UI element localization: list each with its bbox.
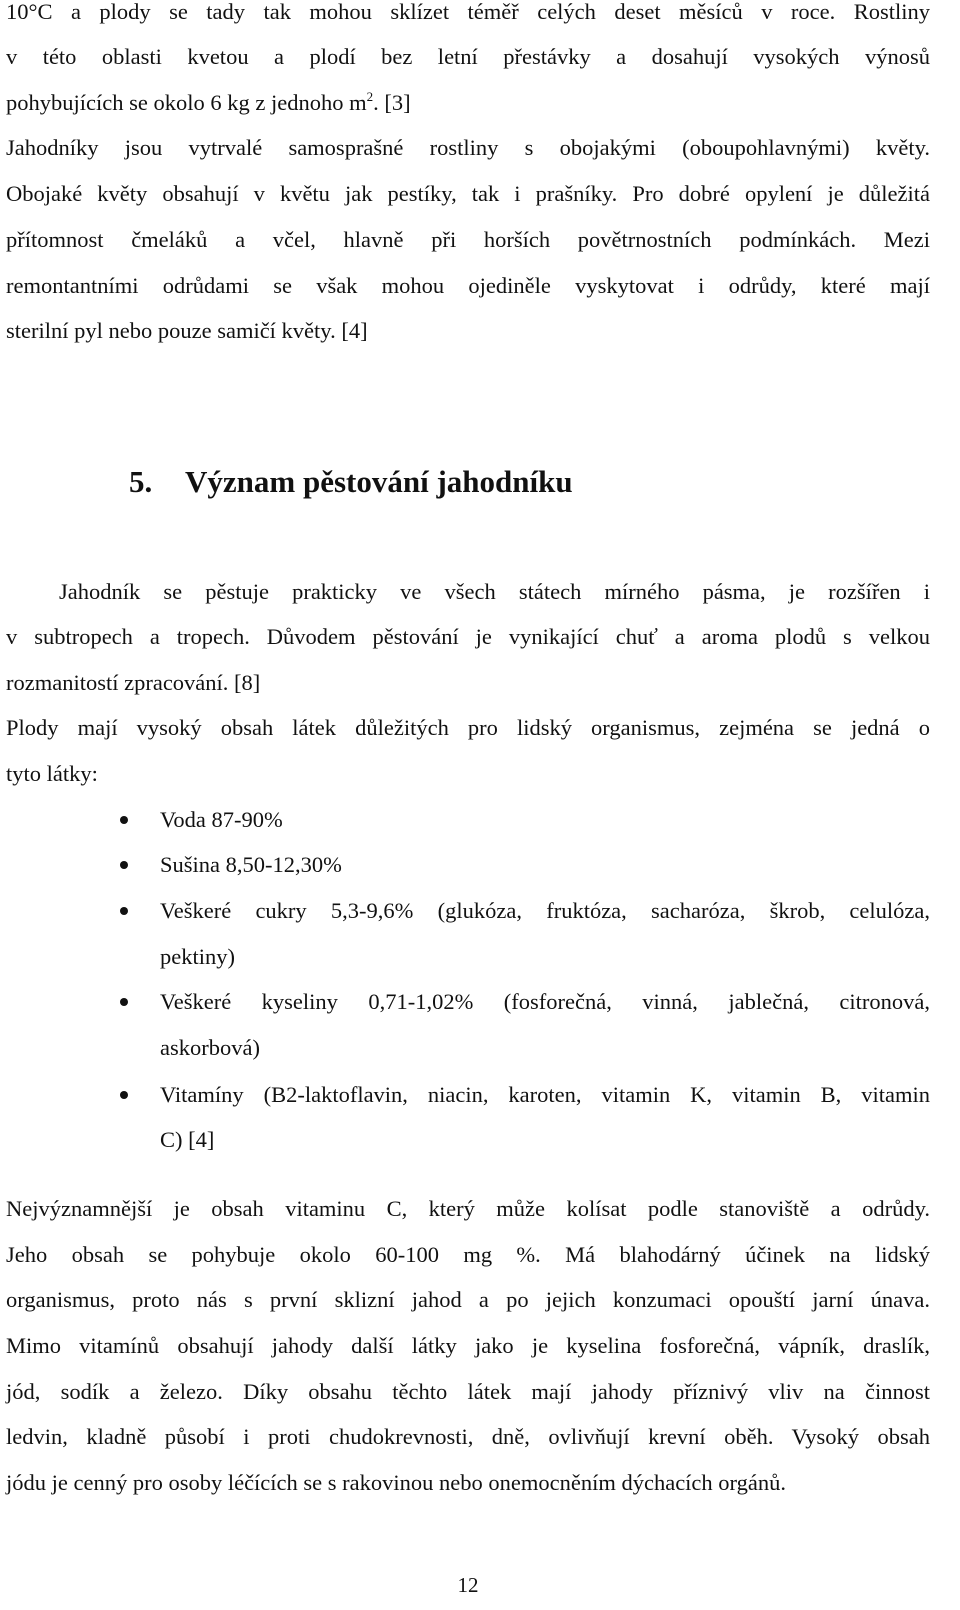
text-line: organismus, proto nás s první sklizní jahod a po jejich konzumaci opouští jarní únava. [6,1287,930,1312]
list-item-text: Veškeré kyseliny 0,71-1,02% (fosforečná, vinná, jablečná, citronová, [160,989,930,1014]
bullet-icon [120,861,128,869]
citation: . [3] [373,90,411,115]
text-line: přítomnost čmeláků a včel, hlavně při horších povětrnostních podmínkách. Mezi [6,227,930,252]
text-line: remontantními odrůdami se však mohou ojediněle vyskytovat i odrůdy, které mají [6,273,930,298]
text-line: Nejvýznamnější je obsah vitaminu C, který může kolísat podle stanoviště a odrůdy. [6,1196,930,1221]
text-line: Jeho obsah se pohybuje okolo 60-100 mg %. Má blahodárný účinek na lidský [6,1242,930,1267]
superscript: 2 [366,89,374,104]
text-line: sterilní pyl nebo pouze samičí květy. [4] [6,318,368,343]
text-line: jód, sodík a železo. Díky obsahu těchto látek mají jahody příznivý vliv na činnost [6,1379,930,1404]
text-line: 10°C a plody se tady tak mohou sklízet téměř celých deset měsíců v roce. Rostliny [6,0,930,24]
section-number: 5. [129,464,153,499]
text-line: Obojaké květy obsahují v květu jak pestíky, tak i prašníky. Pro dobré opylení je důležitá [6,181,930,206]
text-fragment: pohybujících se okolo 6 kg z jednoho m [6,90,367,115]
list-item-text: askorbová) [160,1035,260,1060]
bullet-icon [120,907,128,915]
bullet-icon [120,998,128,1006]
text-line: jódu je cenný pro osoby léčících se s rakovinou nebo onemocněním dýchacích orgánů. [6,1470,786,1495]
list-item-text: Vitamíny (B2-laktoflavin, niacin, karoten, vitamin K, vitamin B, vitamin [160,1082,930,1107]
list-item-text: Sušina 8,50-12,30% [160,852,342,877]
text-line: ledvin, kladně působí i proti chudokrevnosti, dně, ovlivňují krevní oběh. Vysoký obsah [6,1424,930,1449]
section-title: Význam pěstování jahodníku [185,464,573,499]
list-item-text: Veškeré cukry 5,3-9,6% (glukóza, fruktóza, sacharóza, škrob, celulóza, [160,898,930,923]
bullet-icon [120,816,128,824]
bullet-icon [120,1091,128,1099]
list-item-text: Voda 87-90% [160,807,283,832]
page-number: 12 [457,1573,479,1597]
text-line: Jahodník se pěstuje prakticky ve všech státech mírného pásma, je rozšířen i [59,579,930,604]
text-line: rozmanitostí zpracování. [8] [6,670,261,695]
text-line: tyto látky: [6,761,98,786]
text-line: v této oblasti kvetou a plodí bez letní přestávky a dosahují vysokých výnosů [6,44,930,69]
text-line: Plody mají vysoký obsah látek důležitých pro lidský organismus, zejména se jedná o [6,715,930,740]
section-heading [129,462,573,502]
text-line: Jahodníky jsou vytrvalé samosprašné rostliny s obojakými (oboupohlavnými) květy. [6,135,930,160]
list-item-text: pektiny) [160,944,235,969]
text-line: v subtropech a tropech. Důvodem pěstování je vynikající chuť a aroma plodů s velkou [6,624,930,649]
text-line: Mimo vitamínů obsahují jahody další látky jako je kyselina fosforečná, vápník, draslík, [6,1333,930,1358]
list-item-text: C) [4] [160,1127,215,1152]
text-line [6,89,930,117]
